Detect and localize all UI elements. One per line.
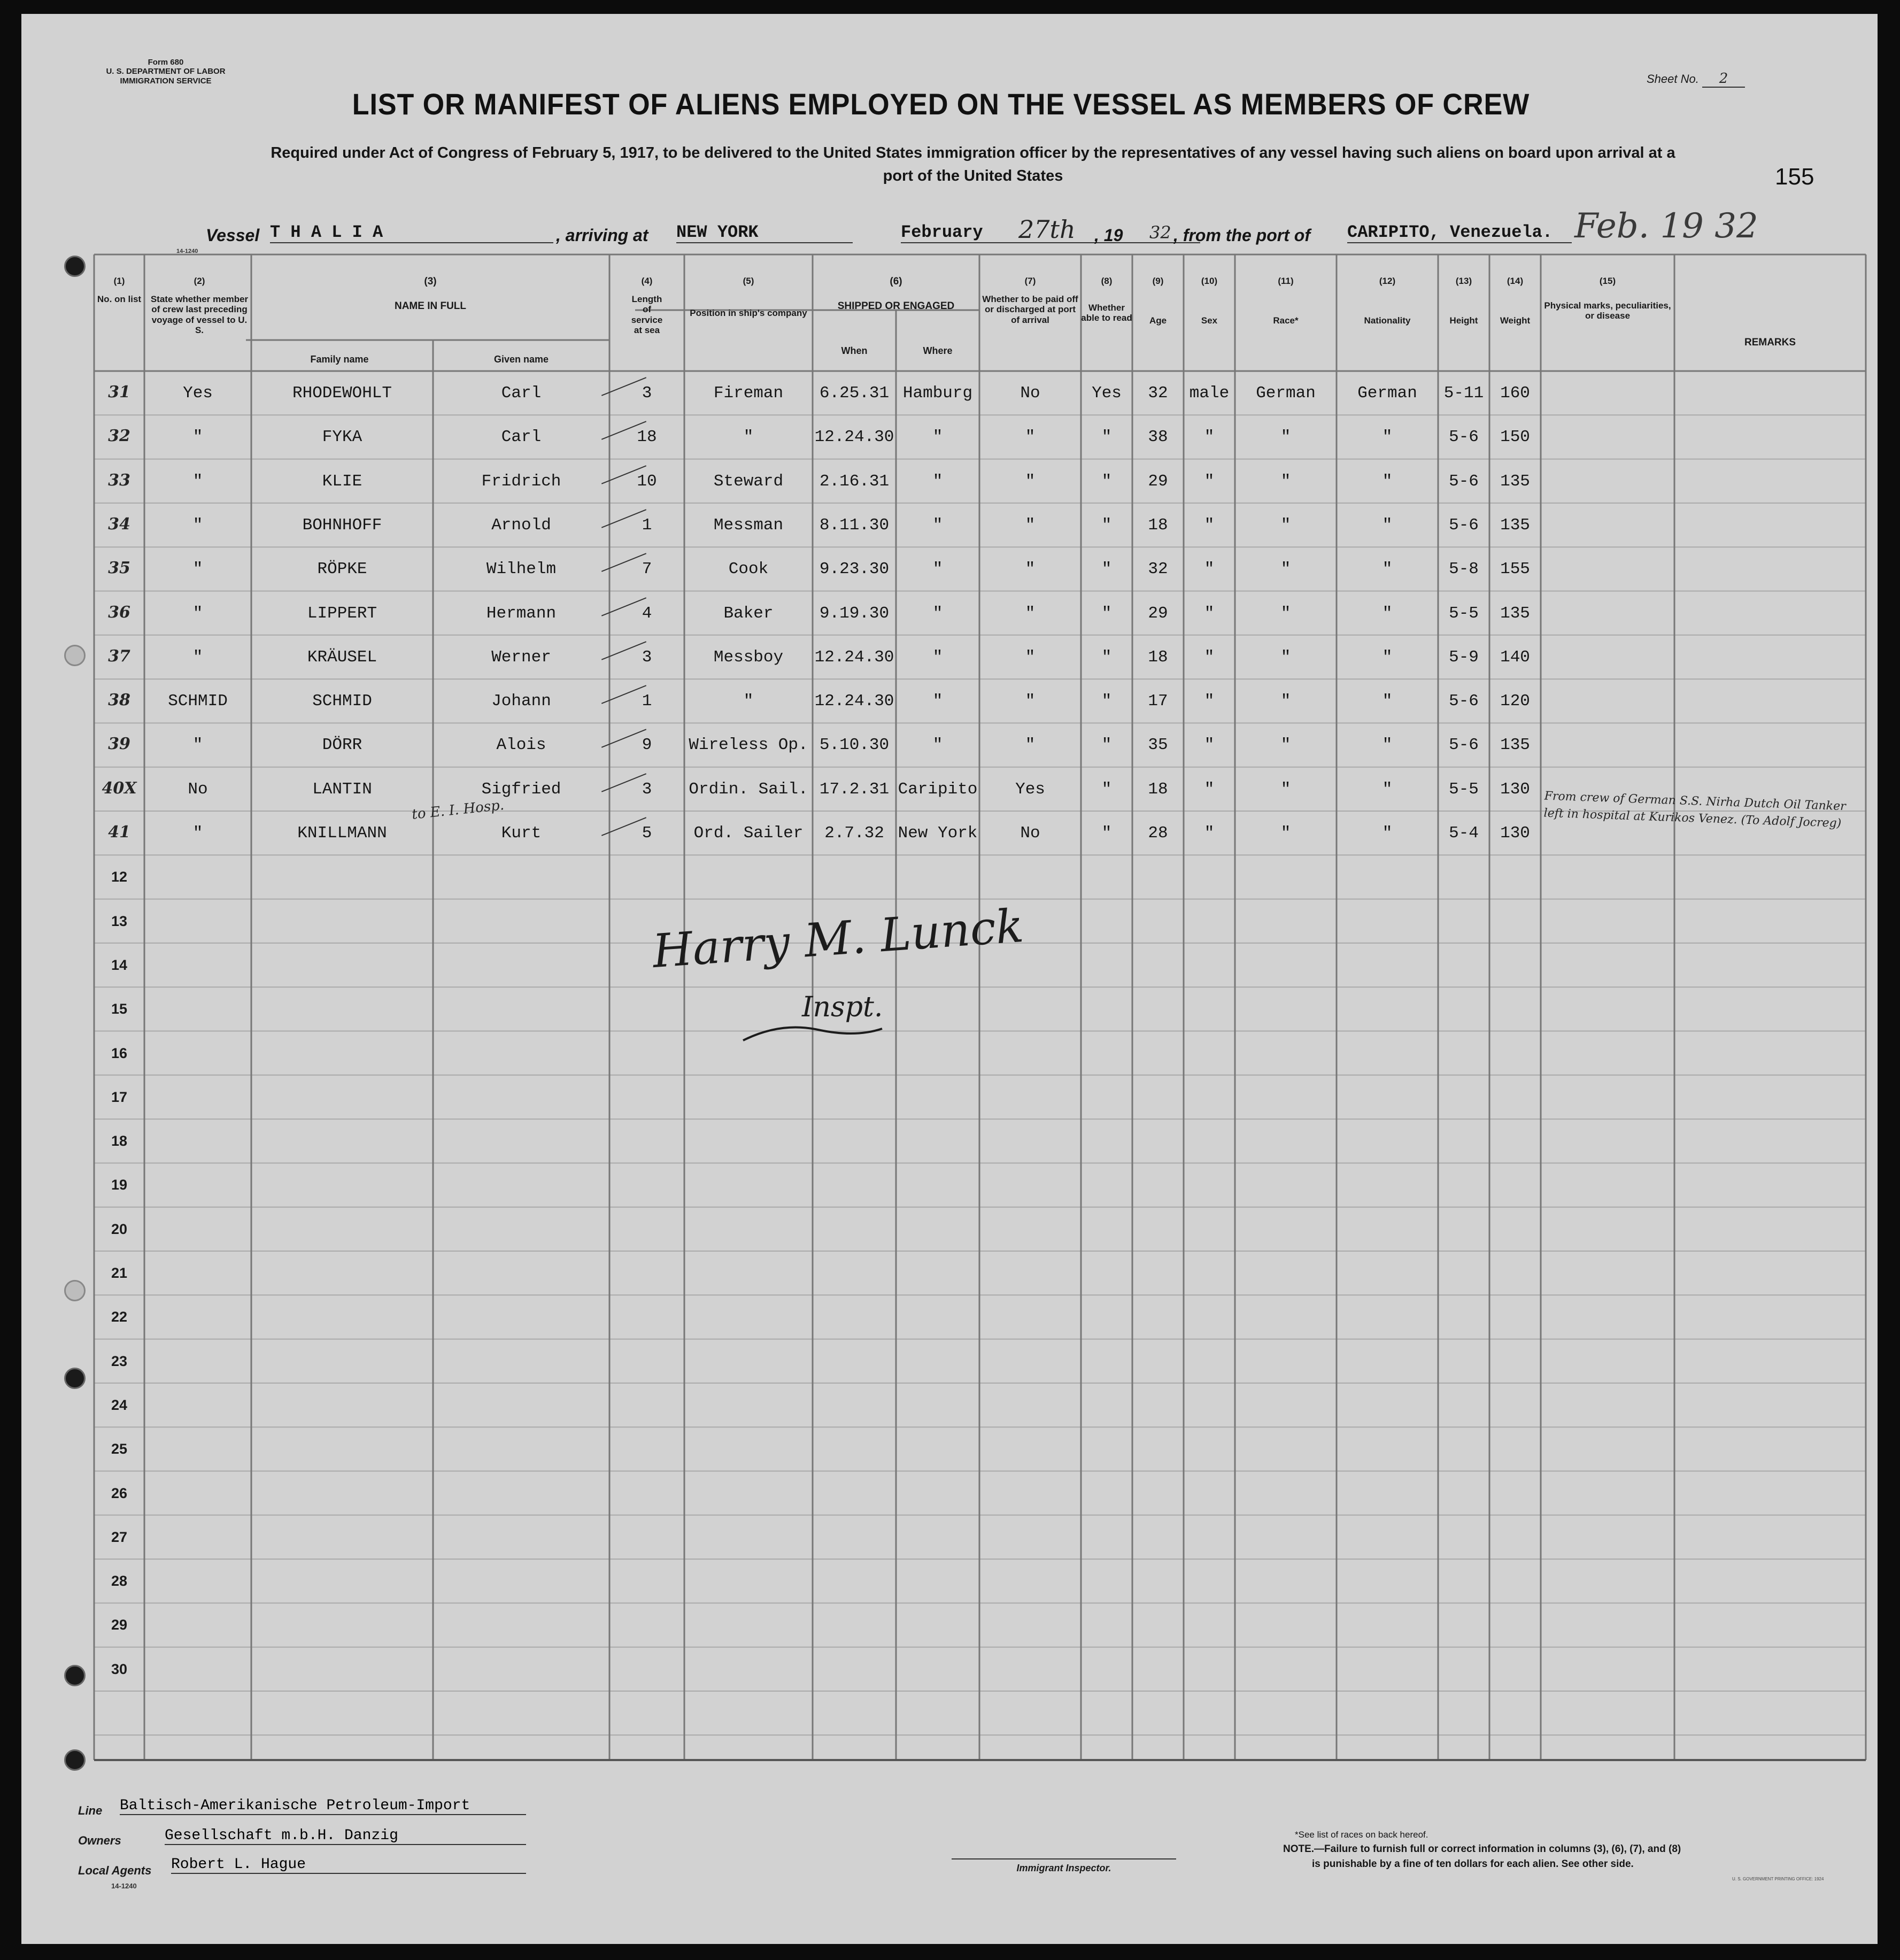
header-previous-voyage: (2) State whether member of crew last preceding voyage of vessel to U. S. [150,276,249,336]
row-number: 15 [111,1001,128,1017]
cell-able-to-read: Yes [1092,384,1122,403]
header-no: (1) No. on list [97,276,142,304]
cell-paid-off: " [1025,515,1036,535]
cell-age: 18 [1148,780,1168,799]
local-agents-value: Robert L. Hague [171,1856,526,1874]
cell-age: 35 [1148,736,1168,755]
cell-shipped-when: 12.24.30 [814,692,894,711]
cell-race: " [1280,604,1291,623]
cell-prev-voyage: Yes [183,384,213,403]
cell-age: 18 [1148,647,1168,667]
cell-position: Fireman [713,384,784,403]
header-sex: (10) Sex [1201,276,1218,326]
row-number: 35 [108,559,130,578]
row-number: 16 [111,1045,128,1061]
signature-flourish [738,1019,887,1051]
cell-weight: 155 [1500,560,1530,579]
cell-shipped-when: 6.25.31 [819,384,890,403]
row-number: 27 [111,1529,128,1545]
cell-shipped-where: Hamburg [902,384,973,403]
binder-hole [64,256,86,277]
row-number: 25 [111,1441,128,1457]
cell-height: 5-8 [1449,560,1479,579]
header-physical-marks: (15) Physical marks, peculiarities, or disease [1544,276,1671,321]
vessel-name: T H A L I A [270,222,553,243]
row-number: 41 [108,823,130,842]
cell-paid-off: No [1020,384,1040,403]
cell-shipped-when: 2.7.32 [824,824,884,843]
header-where: Where [923,345,953,356]
cell-able-to-read: " [1101,736,1112,755]
cell-service-length: 3 [642,384,652,403]
header-when: When [841,345,868,356]
cell-weight: 135 [1500,604,1530,623]
cell-age: 29 [1148,472,1168,491]
row-number: 20 [111,1221,128,1237]
header-shipped: (6) SHIPPED OR ENGAGED [837,276,955,312]
check-mark [601,641,646,660]
cell-weight: 135 [1500,472,1530,491]
binder-hole [64,1368,86,1389]
cell-service-length: 1 [642,515,652,535]
arrival-port: NEW YORK [676,222,853,243]
cell-given-name: Alois [496,736,546,755]
row-number: 23 [111,1353,128,1369]
check-mark [601,377,646,396]
cell-height: 5-6 [1449,515,1479,535]
cell-weight: 135 [1500,515,1530,535]
cell-shipped-where: " [932,604,943,623]
cell-race: " [1280,647,1291,667]
check-mark [601,773,646,792]
cell-shipped-when: 9.19.30 [819,604,890,623]
cell-shipped-when: 12.24.30 [814,428,894,447]
cell-shipped-where: " [932,472,943,491]
binder-hole [64,1665,86,1686]
cell-weight: 130 [1500,824,1530,843]
line-label: Line [78,1804,103,1817]
cell-service-length: 5 [642,824,652,843]
cell-able-to-read: " [1101,824,1112,843]
cell-height: 5-5 [1449,604,1479,623]
cell-prev-voyage: " [192,736,203,755]
cell-nationality: " [1382,604,1393,623]
cell-age: 18 [1148,515,1168,535]
header-position: (5) Position in ship's company [690,276,807,318]
cell-service-length: 3 [642,780,652,799]
check-mark [601,729,646,748]
row-number: 40X [102,778,137,798]
row40-remark: From crew of German S.S. Nirha Dutch Oil Tanker left in hospital at Kurikos Venez. (To Adolf Jocreg) [1543,789,1847,830]
cell-nationality: " [1382,515,1393,535]
page-title: LIST OR MANIFEST OF ALIENS EMPLOYED ON THE VESSEL AS MEMBERS OF CREW [352,87,1530,121]
inspector-signature-line [952,1858,1176,1859]
row-number: 38 [108,691,130,710]
cell-family-name: KLIE [322,472,362,491]
cell-nationality: " [1382,780,1393,799]
cell-service-length: 10 [637,472,657,491]
cell-race: " [1280,560,1291,579]
row-number: 17 [111,1089,128,1105]
cell-paid-off: " [1025,647,1036,667]
vessel-label: Vessel [206,226,260,245]
cell-height: 5-5 [1449,780,1479,799]
cell-age: 32 [1148,560,1168,579]
cell-nationality: " [1382,824,1393,843]
check-mark [601,817,646,836]
cell-able-to-read: " [1101,780,1112,799]
arrival-month: February [901,222,1200,243]
cell-given-name: Sigfried [481,780,561,799]
cell-sex: " [1204,647,1215,667]
cell-prev-voyage: " [192,515,203,535]
from-label: , from the port of [1173,226,1310,245]
cell-sex: " [1204,780,1215,799]
cell-paid-off: " [1025,472,1036,491]
manifest-rows [21,14,1878,1944]
cell-race: " [1280,780,1291,799]
arriving-label: , arriving at [556,226,648,245]
cell-position: Steward [713,472,784,491]
header-able-to-read: (8) Whether able to read [1081,276,1132,323]
cell-race: German [1256,384,1316,403]
header-paid-off: (7) Whether to be paid off or discharged at port of arrival [982,276,1078,325]
cell-age: 28 [1148,824,1168,843]
cell-height: 5-9 [1449,647,1479,667]
header-service-length: (4) Length of service at sea [631,276,663,336]
check-mark [601,685,646,704]
cell-race: " [1280,736,1291,755]
cell-shipped-when: 2.16.31 [819,472,890,491]
cell-paid-off: Yes [1015,780,1045,799]
cell-race: " [1280,692,1291,711]
penalty-note-2: is punishable by a fine of ten dollars for each alien. See other side. [1312,1858,1634,1870]
cell-nationality: German [1357,384,1417,403]
cell-service-length: 4 [642,604,652,623]
cell-shipped-when: 9.23.30 [819,560,890,579]
cell-sex: " [1204,824,1215,843]
cell-sex: " [1204,736,1215,755]
form-number: Form 680 [148,58,184,67]
sheet-label: Sheet No. [1647,72,1699,86]
cell-shipped-where: " [932,428,943,447]
cell-shipped-where: " [932,647,943,667]
subtitle-line-1: Required under Act of Congress of February 5, 1917, to be delivered to the United States immigration officer by the representatives of any vessel having such aliens on board upon arrival at a [271,144,1675,161]
cell-family-name: RÖPKE [317,560,367,579]
cell-service-length: 18 [637,428,657,447]
cell-shipped-when: 17.2.31 [819,780,890,799]
header-race: (11) Race* [1273,276,1299,326]
cell-able-to-read: " [1101,472,1112,491]
cell-family-name: KNILLMANN [297,824,387,843]
row-number: 39 [108,735,130,754]
cell-shipped-when: 8.11.30 [819,515,890,535]
row-number: 31 [108,383,130,402]
cell-service-length: 7 [642,560,652,579]
cell-given-name: Johann [491,692,551,711]
cell-height: 5-6 [1449,428,1479,447]
cell-nationality: " [1382,736,1393,755]
cell-prev-voyage: " [192,472,203,491]
cell-service-length: 1 [642,692,652,711]
cell-sex: " [1204,472,1215,491]
check-mark [601,553,646,572]
binder-hole [64,645,86,666]
cell-able-to-read: " [1101,692,1112,711]
cell-weight: 120 [1500,692,1530,711]
header-given-name: Given name [493,354,549,365]
cell-given-name: Fridrich [481,472,561,491]
cell-able-to-read: " [1101,428,1112,447]
cell-position: Wireless Op. [689,736,808,755]
cell-position: Ordin. Sail. [689,780,808,799]
cell-position: Messboy [713,647,784,667]
cell-race: " [1280,824,1291,843]
header-nationality: (12) Nationality [1364,276,1411,326]
printing-office: U. S. GOVERNMENT PRINTING OFFICE: 1924 [1732,1877,1824,1881]
row-number: 19 [111,1177,128,1193]
owners-value: Gesellschaft m.b.H. Danzig [165,1827,526,1845]
cell-sex: " [1204,515,1215,535]
row-number: 18 [111,1133,128,1149]
row-number: 34 [108,514,130,534]
cell-family-name: BOHNHOFF [302,515,382,535]
cell-service-length: 3 [642,647,652,667]
cell-family-name: FYKA [322,428,362,447]
inspector-signature: Harry M. Lunck [651,899,1025,979]
year-prefix: , 19 [1094,226,1123,245]
row-number: 24 [111,1396,128,1413]
cell-position: Baker [723,604,774,623]
cell-family-name: LANTIN [312,780,372,799]
inspector-label: Immigrant Inspector. [1016,1863,1111,1873]
cell-age: 32 [1148,384,1168,403]
cell-able-to-read: " [1101,647,1112,667]
inspector-signature-title: Inspt. [802,991,883,1023]
cell-prev-voyage: " [192,824,203,843]
cell-shipped-where: Caripito [898,780,978,799]
row-number: 37 [108,646,130,666]
header-height: (13) Height [1449,276,1478,326]
cell-shipped-when: 12.24.30 [814,647,894,667]
cell-shipped-where: " [932,560,943,579]
cell-prev-voyage: " [192,560,203,579]
cell-race: " [1280,428,1291,447]
row40-family-note: to E. I. Hosp. [411,797,505,823]
cell-age: 38 [1148,428,1168,447]
cell-given-name: Hermann [486,604,557,623]
cell-sex: male [1189,384,1230,403]
cell-family-name: KRÄUSEL [307,647,377,667]
cell-given-name: Kurt [501,824,542,843]
cell-nationality: " [1382,647,1393,667]
department-name: U. S. DEPARTMENT OF LABOR [106,67,226,76]
header-family-name: Family name [310,354,369,365]
races-note: *See list of races on back hereof. [1295,1830,1428,1840]
cell-paid-off: " [1025,736,1036,755]
footer [21,1773,1878,1933]
cell-able-to-read: " [1101,604,1112,623]
row-number: 29 [111,1617,128,1633]
row-number: 13 [111,913,128,929]
cell-paid-off: " [1025,604,1036,623]
row-number: 22 [111,1309,128,1325]
cell-nationality: " [1382,428,1393,447]
cell-prev-voyage: " [192,647,203,667]
row-number: 26 [111,1485,128,1501]
header-remarks: REMARKS [1744,337,1796,348]
cell-family-name: DÖRR [322,736,362,755]
cell-nationality: " [1382,560,1393,579]
cell-given-name: Carl [501,428,542,447]
cell-able-to-read: " [1101,560,1112,579]
cell-weight: 160 [1500,384,1530,403]
cell-shipped-where: " [932,736,943,755]
sheet-number: 2 [1702,71,1745,88]
small-code: 14-1240 [176,248,198,254]
binder-hole [64,1749,86,1771]
header-age: (9) Age [1149,276,1167,326]
cell-prev-voyage: " [192,604,203,623]
cell-prev-voyage: No [188,780,208,799]
cell-shipped-where: " [932,692,943,711]
cell-prev-voyage: SCHMID [168,692,228,711]
row-number: 28 [111,1573,128,1589]
departure-port: CARIPITO, Venezuela. [1347,222,1572,243]
cell-paid-off: " [1025,560,1036,579]
binder-hole [64,1280,86,1301]
cell-height: 5-6 [1449,736,1479,755]
cell-weight: 140 [1500,647,1530,667]
cell-able-to-read: " [1101,515,1112,535]
cell-prev-voyage: " [192,428,203,447]
cell-shipped-where: " [932,515,943,535]
cell-nationality: " [1382,692,1393,711]
cell-paid-off: No [1020,824,1040,843]
cell-height: 5-11 [1443,384,1484,403]
cell-weight: 130 [1500,780,1530,799]
local-agents-label: Local Agents [78,1864,152,1877]
penalty-note-1: NOTE.—Failure to furnish full or correct information in columns (3), (6), (7), and (8) [1283,1843,1681,1855]
line-value: Baltisch-Amerikanische Petroleum-Import [120,1797,526,1815]
row-number: 32 [108,427,130,446]
cell-family-name: RHODEWOHLT [292,384,392,403]
owners-label: Owners [78,1834,121,1847]
cell-age: 17 [1148,692,1168,711]
cell-shipped-when: 5.10.30 [819,736,890,755]
manifest-sheet [21,14,1878,1944]
cell-race: " [1280,472,1291,491]
cell-weight: 150 [1500,428,1530,447]
stamp-date: Feb. 19 32 [1574,206,1758,246]
cell-position: Ord. Sailer [693,824,804,843]
page-number: 155 [1775,164,1814,190]
cell-position: Messman [713,515,784,535]
cell-given-name: Wilhelm [486,560,557,579]
cell-age: 29 [1148,604,1168,623]
header-name: (3) NAME IN FULL [394,276,467,312]
cell-family-name: SCHMID [312,692,372,711]
cell-sex: " [1204,428,1215,447]
row-number: 14 [111,956,128,973]
cell-sex: " [1204,692,1215,711]
cell-race: " [1280,515,1291,535]
row-number: 36 [108,603,130,622]
cell-sex: " [1204,560,1215,579]
row-number: 30 [111,1661,128,1677]
arrival-year: 32 [1149,222,1171,243]
service-name: IMMIGRATION SERVICE [120,76,212,86]
header-weight: (14) Weight [1500,276,1531,326]
cell-weight: 135 [1500,736,1530,755]
cell-given-name: Arnold [491,515,551,535]
cell-service-length: 9 [642,736,652,755]
row-number: 33 [108,470,130,490]
cell-paid-off: " [1025,692,1036,711]
cell-position: Cook [728,560,769,579]
footer-code: 14-1240 [111,1882,137,1890]
cell-family-name: LIPPERT [307,604,377,623]
cell-shipped-where: New York [898,824,978,843]
cell-position: " [743,692,754,711]
arrival-day: 27th [1018,215,1076,244]
cell-sex: " [1204,604,1215,623]
row-number: 12 [111,869,128,885]
cell-paid-off: " [1025,428,1036,447]
subtitle-line-2: port of the United States [883,167,1063,184]
check-mark [601,509,646,528]
cell-given-name: Carl [501,384,542,403]
cell-height: 5-4 [1449,824,1479,843]
cell-position: " [743,428,754,447]
cell-height: 5-6 [1449,472,1479,491]
check-mark [601,597,646,616]
row-number: 21 [111,1265,128,1281]
cell-nationality: " [1382,472,1393,491]
cell-given-name: Werner [491,647,551,667]
cell-height: 5-6 [1449,692,1479,711]
